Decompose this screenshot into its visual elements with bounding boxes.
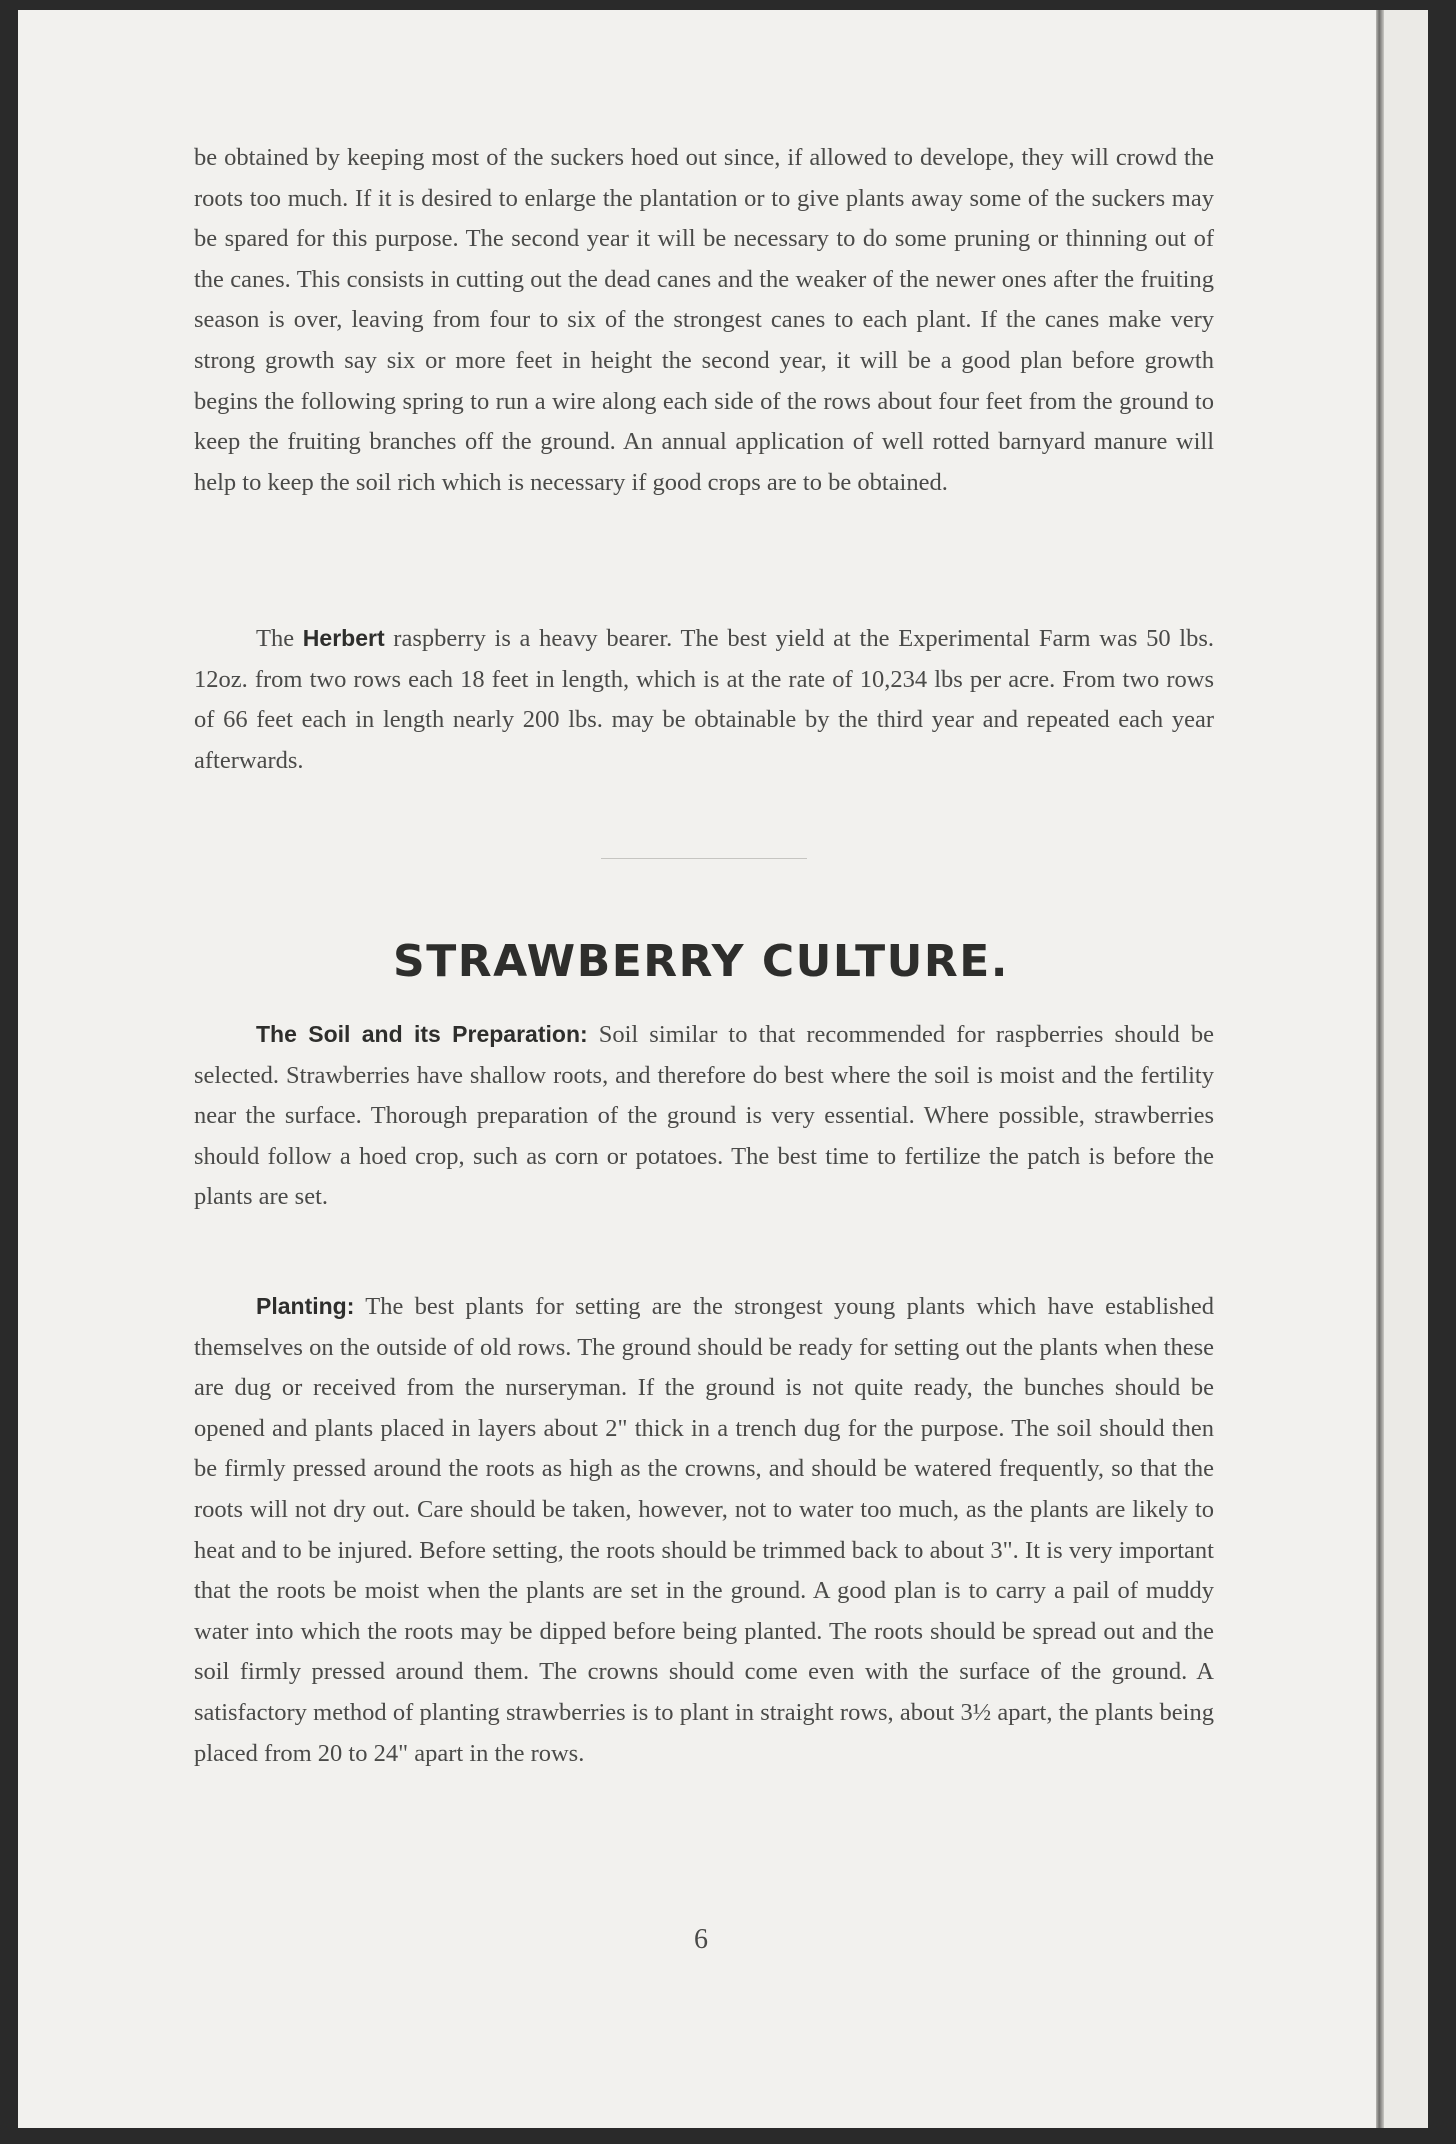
herbert-text: raspberry is a heavy bearer. The best yield at the Experimental Farm was 50 lbs. 12oz. from two rows each 18 feet in length, which is at the rate of 10,234 lbs per acre. From two rows of 66 feet each in length nearly 200 lbs. may be obtainable by the third year and repeated each year afterwards. bbox=[194, 625, 1214, 774]
adjacent-page-edge bbox=[1384, 10, 1428, 2128]
section-heading: STRAWBERRY CULTURE. bbox=[393, 936, 1009, 987]
planting-paragraph bbox=[194, 1286, 1214, 1774]
soil-text: Soil similar to that recommended for raspberries should be selected. Strawberries have shallow roots, and therefore do best where the soil is moist and the fertility near the surface. Thorough preparation of the ground is very essential. Where possible, strawberries should follow a hoed crop, such as corn or potatoes. The best time to fertilize the patch is before the plants are set. bbox=[194, 1021, 1214, 1211]
document-page bbox=[18, 10, 1428, 2128]
section-divider bbox=[601, 858, 807, 859]
page-number: 6 bbox=[694, 1924, 708, 1955]
soil-label: The Soil and its Preparation: bbox=[256, 1021, 588, 1047]
planting-label: Planting: bbox=[256, 1293, 355, 1319]
page-binding-edge bbox=[1376, 10, 1384, 2128]
continued-raspberry-paragraph bbox=[194, 138, 1214, 503]
paragraph-text: be obtained by keeping most of the suckers hoed out since, if allowed to develope, they will crowd the roots too much. If it is desired to enlarge the plantation or to give plants away some of the suckers may be spared for this purpose. The second year it will be necessary to do some pruning or thinning out of the canes. This consists in cutting out the dead canes and the weaker of the newer ones after the fruiting season is over, leaving from four to six of the strongest canes to each plant. If the canes make very strong growth say six or more feet in height the second year, it will be a good plan before growth begins the following spring to run a wire along each side of the rows about four feet from the ground to keep the fruiting branches off the ground. An annual application of well rotted barnyard manure will help to keep the soil rich which is necessary if good crops are to be obtained. bbox=[194, 144, 1214, 496]
herbert-prefix: The bbox=[256, 625, 303, 652]
soil-paragraph bbox=[194, 1014, 1214, 1218]
herbert-label: Herbert bbox=[302, 625, 385, 651]
herbert-paragraph bbox=[194, 618, 1214, 781]
planting-text: The best plants for setting are the strongest young plants which have established themselves on the outside of old rows. The ground should be ready for setting out the plants when these are dug or received from the nurseryman. If the ground is not quite ready, the bunches should be opened and plants placed in layers about 2" thick in a trench dug for the purpose. The soil should then be firmly pressed around the roots as high as the crowns, and should be watered frequently, so that the roots will not dry out. Care should be taken, however, not to water too much, as the plants are likely to heat and to be injured. Before setting, the roots should be trimmed back to about 3". It is very important that the roots be moist when the plants are set in the ground. A good plan is to carry a pail of muddy water into which the roots may be dipped before being planted. The roots should be spread out and the soil firmly pressed around them. The crowns should come even with the surface of the ground. A satisfactory method of planting strawberries is to plant in straight rows, about 3½ apart, the plants being placed from 20 to 24" apart in the rows. bbox=[194, 1293, 1214, 1767]
